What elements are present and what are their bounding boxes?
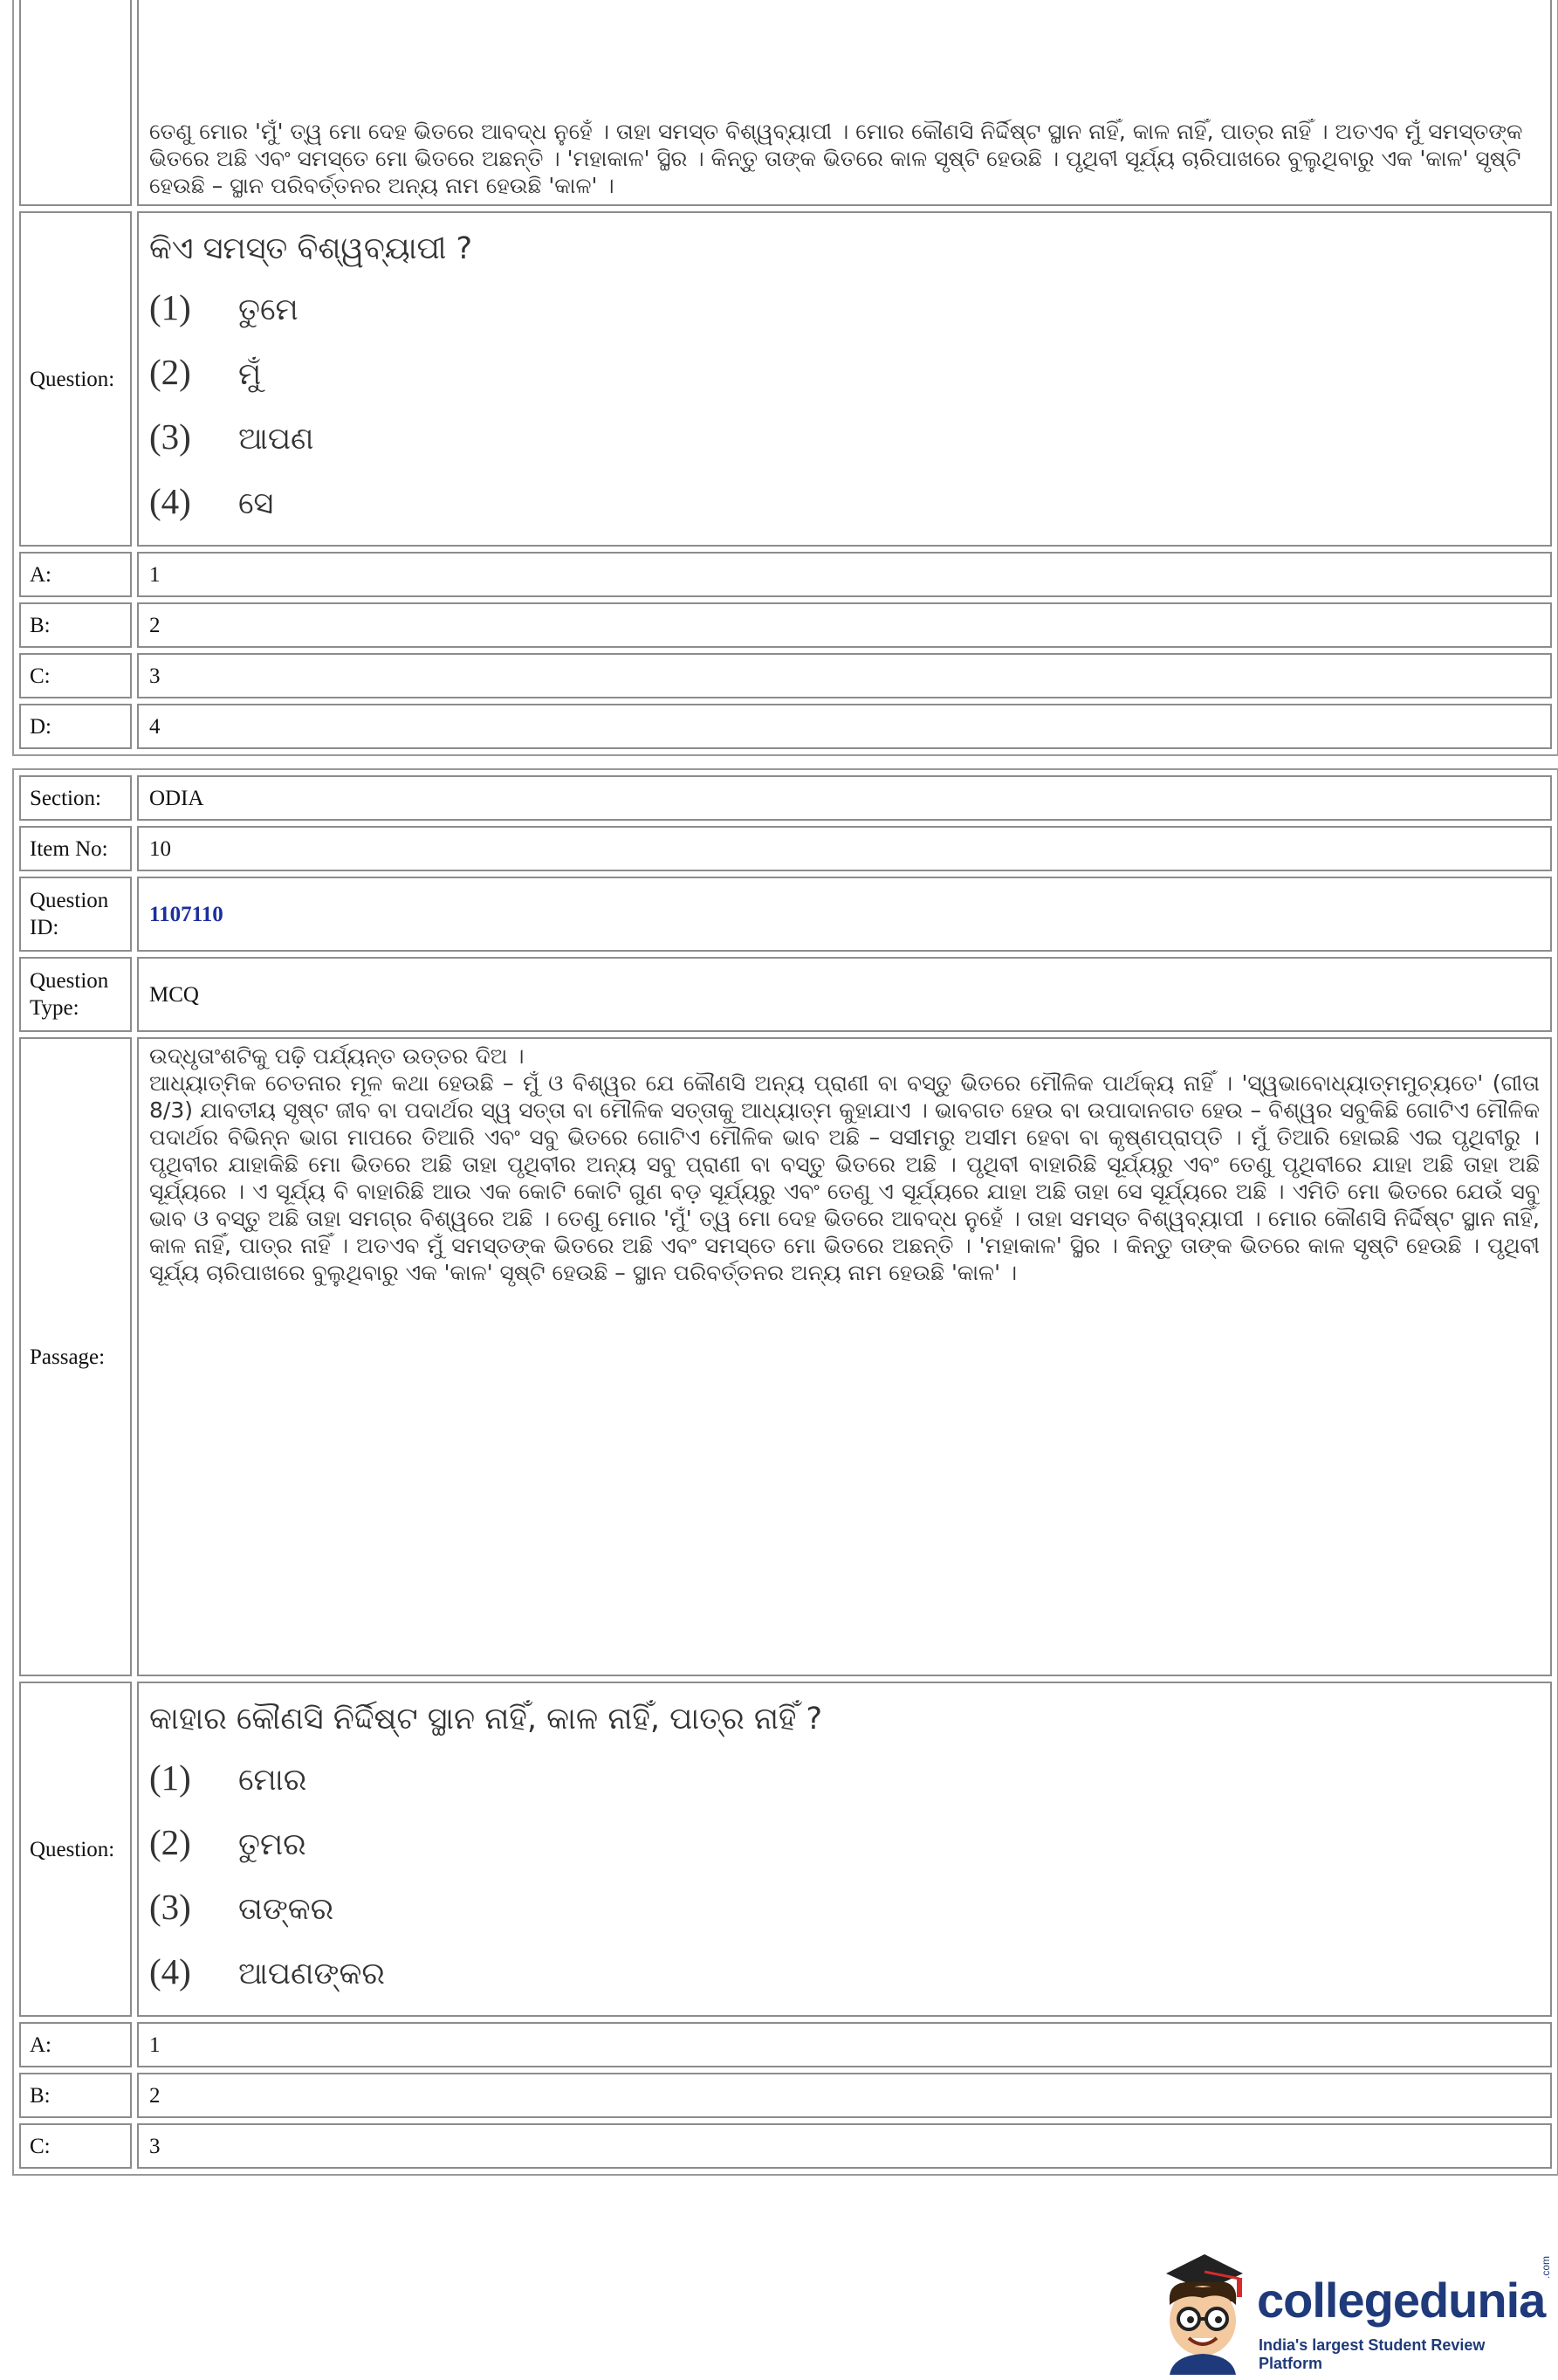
- passage-body: ଆଧ୍ୟାତ୍ମିକ ଚେତନାର ମୂଳ କଥା ହେଉଛି – ମୁଁ ଓ ବିଶ୍ୱର ଯେ କୌଣସି ଅନ୍ୟ ପ୍ରାଣୀ ବା ବସ୍ତୁ ଭିତରେ ମୌଳିକ ପାର୍ଥକ୍ୟ ନାହିଁ । 'ସ୍ୱଭାବୋଧ୍ୟାତ୍ମମୁଚ୍ୟତେ' (ଗୀତା 8/3) ଯାବତୀୟ ସୃଷ୍ଟ ଜୀବ ବା ପଦାର୍ଥର ସ୍ୱ ସତ୍ତା ବା ମୌଳିକ ସତ୍ତାକୁ ଆଧ୍ୟାତ୍ମ କୁହାଯାଏ । ଭାବଗତ ହେଉ ବା ଉପାଦାନଗତ ହେଉ – ବିଶ୍ୱର ସବୁକିଛି ଗୋଟିଏ ମୌଳିକ ପଦାର୍ଥର ବିଭିନ୍ନ ଭାଗ ମାପରେ ତିଆରି ଏବଂ ସବୁ ଭିତରେ ଗୋଟିଏ ମୌଳିକ ଭାବ ଅଛି – ସସୀମରୁ ଅସୀମ ହେବା ବା କୃଷ୍ଣପ୍ରାପ୍ତି । ମୁଁ ତିଆରି ହୋଇଛି ଏଇ ପୃଥିବୀରୁ । ପୃଥିବୀର ଯାହାକିଛି ମୋ ଭିତରେ ଅଛି ତାହା ପୃଥିବୀର ଅନ୍ୟ ସବୁ ପ୍ରାଣୀ ବା ବସ୍ତୁ ଭିତରେ ଅଛି । ପୃଥିବୀ ବାହାରିଛି ସୂର୍ଯ୍ୟରୁ ଏବଂ ତେଣୁ ପୃଥିବୀରେ ଯାହା ଅଛି ତାହା ଅଛି ସୂର୍ଯ୍ୟରେ । ଏ ସୂର୍ଯ୍ୟ ବି ବାହାରିଛି ଆଉ ଏକ କୋଟି କୋଟି ଗୁଣ ବଡ଼ ସୂର୍ଯ୍ୟରୁ ଏବଂ ତେଣୁ ଏ ସୂର୍ଯ୍ୟରେ ଯାହା ଅଛି ତାହା ସେ ସୂର୍ଯ୍ୟରେ ଅଛି । ଏମିତି ମୋ ଭିତରେ ଯେଉଁ ସବୁ ଭାବ ଓ ବସ୍ତୁ ଅଛି ତାହା ସମଗ୍ର ବିଶ୍ୱରେ ଅଛି । ତେଣୁ ମୋର 'ମୁଁ' ତ୍ୱ ମୋ ଦେହ ଭିତରେ ଆବଦ୍ଧ ନୁହେଁ । ତାହା ସମସ୍ତ ବିଶ୍ୱବ୍ୟାପୀ । ମୋର କୌଣସି ନିର୍ଦ୍ଦିଷ୍ଟ ସ୍ଥାନ ନାହିଁ, କାଳ ନାହିଁ, ପାତ୍ର ନାହିଁ । ଅତଏବ ମୁଁ ସମସ୍ତଙ୍କ ଭିତରେ ଅଛି ଏବଂ ସମସ୍ତେ ମୋ ଭିତରେ ଅଛନ୍ତି । 'ମହାକାଳ' ସ୍ଥିର । କିନ୍ତୁ ତାଙ୍କ ଭିତରେ କାଳ ସୃଷ୍ଟି ହେଉଛି । ପୃଥିବୀ ସୂର୍ଯ୍ୟ ଚାରିପାଖରେ ବୁଲୁଥିବାରୁ ଏକ 'କାଳ' ସୃଷ୍ଟି ହେଉଛି – ସ୍ଥାନ ପରିବର୍ତ୍ତନର ଅନ୍ୟ ନାମ ହେଉଛି 'କାଳ' ।: [149, 1070, 1540, 1285]
- answer-label: D:: [19, 704, 132, 749]
- answer-row-c: [19, 653, 1552, 698]
- logo-suffix: .com: [1540, 2255, 1552, 2279]
- answer-value: 1: [137, 552, 1552, 597]
- option-2: (2) ତୁମର: [149, 1822, 306, 1862]
- answer-value: 1: [137, 2022, 1552, 2067]
- answer-value: 3: [137, 653, 1552, 698]
- question-label: Question:: [19, 1682, 132, 2017]
- answer-row-d: [19, 704, 1552, 749]
- answer-row-b: [19, 2073, 1552, 2118]
- option-1: (1) ମୋର: [149, 1757, 307, 1798]
- question-cell: [137, 211, 1552, 547]
- item-value: 10: [137, 826, 1552, 871]
- question-id-row: [19, 877, 1552, 952]
- passage-instruction: ଉଦ୍ଧୃତାଂଶଟିକୁ ପଢ଼ି ପର୍ଯ୍ୟନ୍ତ ଉତ୍ତର ଦିଅ ।: [149, 1043, 525, 1069]
- question-block-1: [12, 0, 1558, 756]
- passage-cell: [137, 1037, 1552, 1676]
- answer-label: A:: [19, 552, 132, 597]
- answer-label: B:: [19, 2073, 132, 2118]
- answer-value: 3: [137, 2123, 1552, 2169]
- passage-row: [19, 0, 1552, 206]
- question-cell: [137, 1682, 1552, 2017]
- answer-row-b: [19, 602, 1552, 648]
- question-id-value: [137, 877, 1552, 952]
- passage-tail: ତେଣୁ ମୋର 'ମୁଁ' ତ୍ୱ ମୋ ଦେହ ଭିତରେ ଆବଦ୍ଧ ନୁହେଁ । ତାହା ସମସ୍ତ ବିଶ୍ୱବ୍ୟାପୀ । ମୋର କୌଣସି ନିର୍ଦ୍ଦିଷ୍ଟ ସ୍ଥାନ ନାହିଁ, କାଳ ନାହିଁ, ପାତ୍ର ନାହିଁ । ଅତଏବ ମୁଁ ସମସ୍ତଙ୍କ ଭିତରେ ଅଛି ଏବଂ ସମସ୍ତେ ମୋ ଭିତରେ ଅଛନ୍ତି । 'ମହାକାଳ' ସ୍ଥିର । କିନ୍ତୁ ତାଙ୍କ ଭିତରେ କାଳ ସୃଷ୍ଟି ହେଉଛି । ପୃଥିବୀ ସୂର୍ଯ୍ୟ ଚାରିପାଖରେ ବୁଲୁଥିବାରୁ ଏକ 'କାଳ' ସୃଷ୍ଟି ହେଉଛି – ସ୍ଥାନ ପରିବର୍ତ୍ତନର ଅନ୍ୟ ନାମ ହେଉଛି 'କାଳ' ।: [137, 0, 1552, 206]
- answer-value: 2: [137, 2073, 1552, 2118]
- option-3: (3) ଆପଣ: [149, 416, 314, 457]
- question-text: କାହାର କୌଣସି ନିର୍ଦ୍ଦିଷ୍ଟ ସ୍ଥାନ ନାହିଁ, କାଳ ନାହିଁ, ପାତ୍ର ନାହିଁ ?: [149, 1702, 823, 1737]
- option-1: (1) ତୁମେ: [149, 287, 299, 327]
- question-block-2: [12, 768, 1558, 2176]
- question-type-row: [19, 957, 1552, 1032]
- logo-wordmark: collegedunia: [1257, 2273, 1546, 2328]
- option-4: (4) ଆପଣଙ୍କର: [149, 1951, 385, 1991]
- question-label: Question:: [19, 211, 132, 547]
- question-type-label: Question Type:: [19, 957, 132, 1032]
- answer-label: A:: [19, 2022, 132, 2067]
- section-value: ODIA: [137, 775, 1552, 821]
- question-text: କିଏ ସମସ୍ତ ବିଶ୍ୱବ୍ୟାପୀ ?: [149, 231, 473, 266]
- section-row: [19, 775, 1552, 821]
- question-row: [19, 1682, 1552, 2017]
- section-label: Section:: [19, 775, 132, 821]
- question-row: [19, 211, 1552, 547]
- collegedunia-logo[interactable]: [1150, 2247, 1552, 2375]
- passage-label-cell: [19, 0, 132, 206]
- option-2: (2) ମୁଁ: [149, 352, 262, 392]
- answer-row-a: [19, 2022, 1552, 2067]
- logo-tagline: India's largest Student Review Platform: [1259, 2336, 1486, 2372]
- question-type-value: MCQ: [137, 957, 1552, 1032]
- mascot-icon: [1150, 2247, 1253, 2375]
- answer-label: B:: [19, 602, 132, 648]
- option-4: (4) ସେ: [149, 481, 274, 521]
- answer-value: 4: [137, 704, 1552, 749]
- question-id-label: Question ID:: [19, 877, 132, 952]
- answer-row-c: [19, 2123, 1552, 2169]
- item-row: [19, 826, 1552, 871]
- question-id-link[interactable]: 1107110: [149, 902, 223, 926]
- passage-label: Passage:: [19, 1037, 132, 1676]
- passage-row: [19, 1037, 1552, 1676]
- item-label: Item No:: [19, 826, 132, 871]
- option-3: (3) ତାଙ୍କର: [149, 1887, 334, 1927]
- answer-label: C:: [19, 2123, 132, 2169]
- answer-value: 2: [137, 602, 1552, 648]
- answer-row-a: [19, 552, 1552, 597]
- answer-label: C:: [19, 653, 132, 698]
